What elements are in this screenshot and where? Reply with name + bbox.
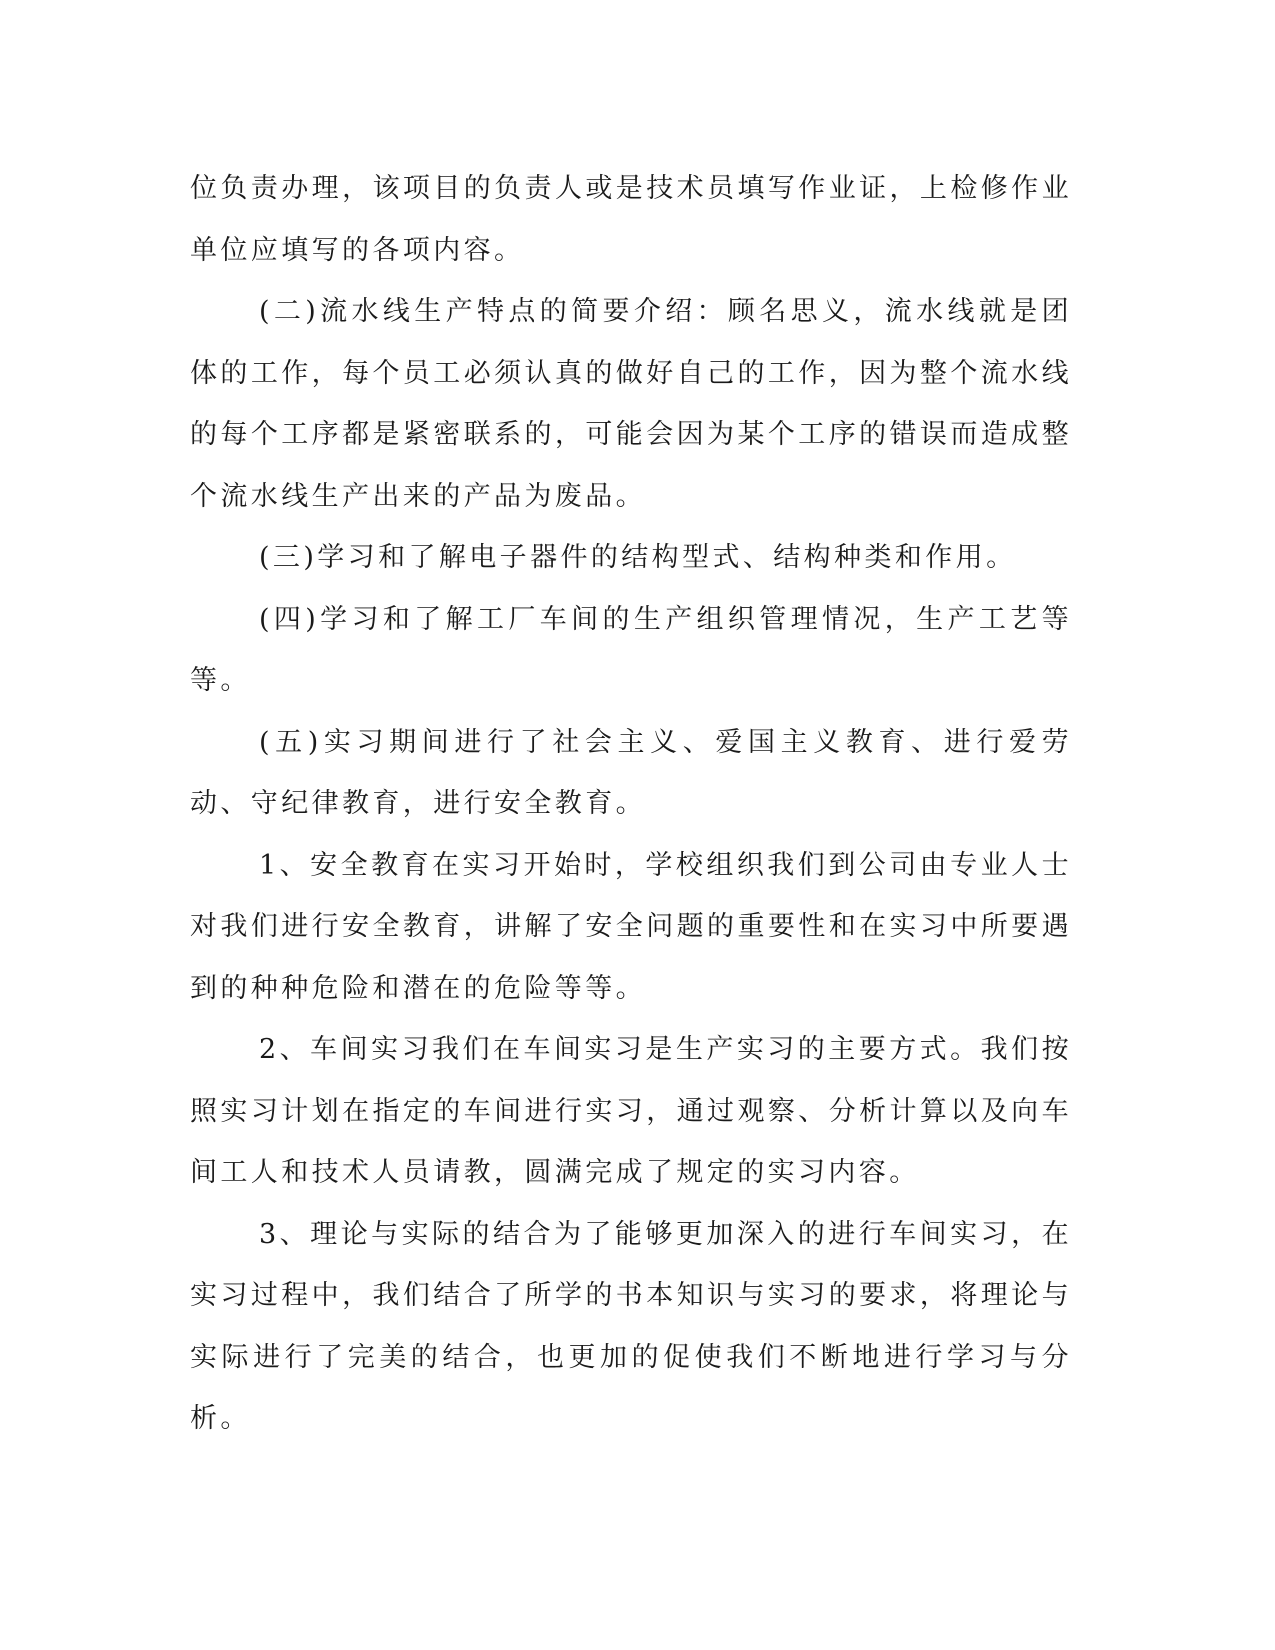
document-body: [190, 158, 1072, 1450]
paragraph-8: 3、理论与实际的结合为了能够更加深入的进行车间实习，在实习过程中，我们结合了所学的书本知识与实习的要求，将理论与实际进行了完美的结合，也更加的促使我们不断地进行学习与分析。: [190, 1218, 1072, 1434]
paragraph-1: 位负责办理，该项目的负责人或是技术员填写作业证，上检修作业单位应填写的各项内容。: [190, 173, 1072, 266]
paragraph-3: (三)学习和了解电子器件的结构型式、结构种类和作用。: [259, 542, 1017, 573]
paragraph-5: (五)实习期间进行了社会主义、爱国主义教育、进行爱劳动、守纪律教育，进行安全教育。: [190, 726, 1072, 819]
paragraph-6: 1、安全教育在实习开始时，学校组织我们到公司由专业人士对我们进行安全教育，讲解了安全问题的重要性和在实习中所要遇到的种种危险和潜在的危险等等。: [190, 849, 1072, 1004]
paragraph-7: 2、车间实习我们在车间实习是生产实习的主要方式。我们按照实习计划在指定的车间进行实习，通过观察、分析计算以及向车间工人和技术人员请教，圆满完成了规定的实习内容。: [190, 1034, 1072, 1188]
paragraph-2: (二)流水线生产特点的简要介绍：顾名思义，流水线就是团体的工作，每个员工必须认真的做好自己的工作，因为整个流水线的每个工序都是紧密联系的，可能会因为某个工序的错误而造成整个流水线生产出来的产品为废品。: [190, 296, 1072, 512]
paragraph-4: (四)学习和了解工厂车间的生产组织管理情况，生产工艺等等。: [190, 603, 1072, 696]
